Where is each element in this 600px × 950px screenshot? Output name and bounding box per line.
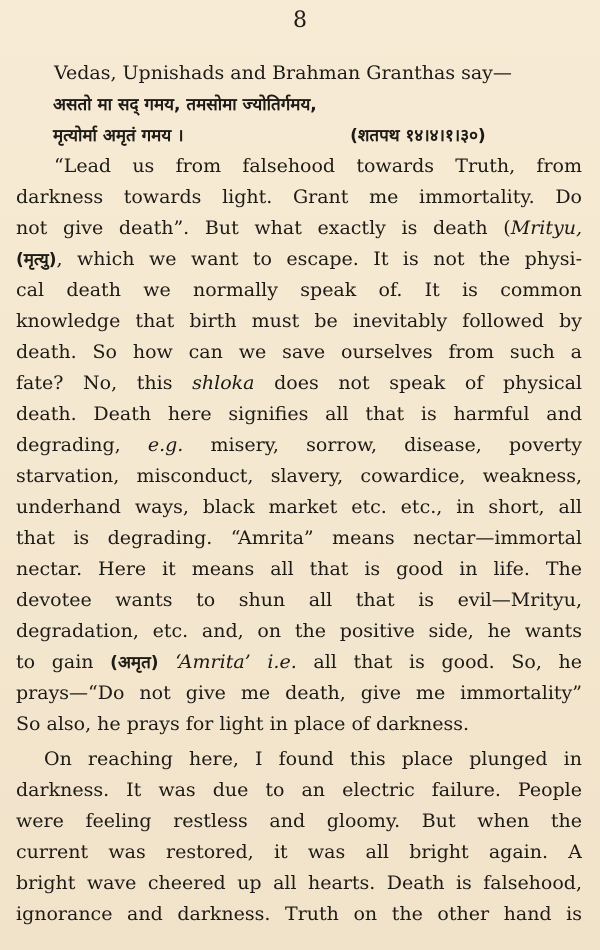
paragraph-line: death. Death here signifies all that is harmful and xyxy=(16,403,582,425)
text-run: not give death”. But what exactly is death ( xyxy=(16,217,511,239)
sanskrit-verse-line-1 xyxy=(16,89,582,120)
paragraph-line: devotee wants to shun all that is evil—Mrityu, xyxy=(16,589,582,611)
text-run: all that is good. So, he xyxy=(296,651,582,673)
page-number: 8 xyxy=(293,8,307,33)
text-run: degrading, xyxy=(16,434,148,456)
verse-reference: (शतपथ १४।४।१।३०) xyxy=(350,126,486,146)
paragraph-line: degradation, etc. and, on the positive side, he wants xyxy=(16,620,582,642)
italic-term: e.g. xyxy=(147,434,184,456)
paragraph-line: On reaching here, I found this place plunged in xyxy=(44,748,582,770)
paragraph-line: So also, he prays for light in place of darkness. xyxy=(16,713,470,735)
hindi-term: (अमृत) xyxy=(110,653,159,673)
paragraph-line: nectar. Here it means all that is good in life. The xyxy=(16,558,582,580)
paragraph-line: ignorance and darkness. Truth on the other hand is xyxy=(16,903,582,925)
paragraph-line: darkness towards light. Grant me immortality. Do xyxy=(16,186,582,208)
paragraph-line: “Lead us from falsehood towards Truth, from xyxy=(54,155,582,177)
paragraph-line: darkness. It was due to an electric failure. People xyxy=(16,779,582,801)
text-run: fate? No, this xyxy=(16,372,193,394)
text-run: to gain xyxy=(16,651,111,673)
paragraph-line: knowledge that birth must be inevitably followed by xyxy=(16,310,582,332)
sanskrit-verse-line-2 xyxy=(16,120,582,151)
sanskrit-text: असतो मा सद् गमय, तमसोमा ज्योतिर्गमय, xyxy=(53,95,317,115)
paragraph-line xyxy=(16,213,582,244)
sanskrit-text: मृत्योर्मा अमृतं गमय । xyxy=(53,126,184,146)
quote-intro: Vedas, Upnishads and Brahman Granthas say— xyxy=(54,62,512,84)
page-body xyxy=(16,58,582,930)
text-run: does not speak of physical xyxy=(254,372,582,394)
text-run: , which we want to escape. It is not the physi- xyxy=(56,248,582,270)
italic-term: Mrityu, xyxy=(510,217,582,239)
hindi-term: (मृत्यु) xyxy=(16,250,57,270)
italic-term: shloka xyxy=(192,372,255,394)
paragraph-line: prays—“Do not give me death, give me immortality” xyxy=(16,682,582,704)
paragraph-line xyxy=(16,647,582,678)
paragraph-line xyxy=(16,430,582,461)
italic-term: ‘Amrita’ i.e. xyxy=(158,651,297,673)
paragraph-line: current was restored, it was all bright again. A xyxy=(16,841,582,863)
paragraph-line: death. So how can we save ourselves from such a xyxy=(16,341,582,363)
paragraph-line xyxy=(16,244,582,275)
paragraph-line: bright wave cheered up all hearts. Death is falsehood, xyxy=(16,872,582,894)
paragraph-line: cal death we normally speak of. It is common xyxy=(16,279,582,301)
text-run: misery, sorrow, disease, poverty xyxy=(183,434,582,456)
paragraph-line: starvation, misconduct, slavery, cowardice, weakness, xyxy=(16,465,582,487)
paragraph-line xyxy=(16,368,582,399)
paragraph-line: were feeling restless and gloomy. But when the xyxy=(16,810,582,832)
paragraph-line: that is degrading. “Amrita” means nectar—immortal xyxy=(16,527,582,549)
paragraph-line: underhand ways, black market etc. etc., in short, all xyxy=(16,496,582,518)
